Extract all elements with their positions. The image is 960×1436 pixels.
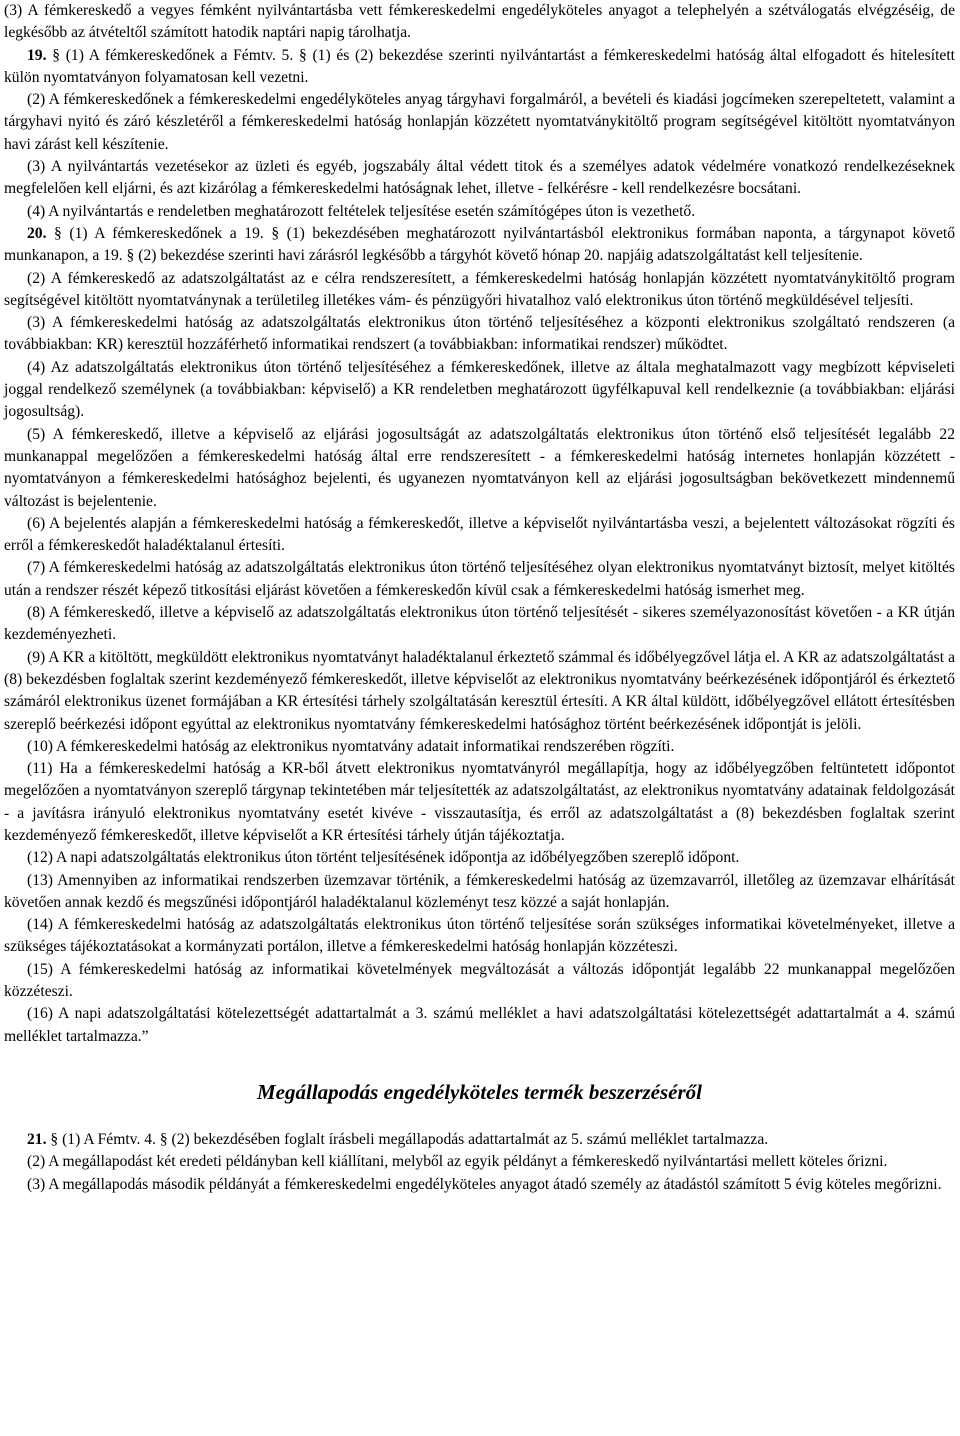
paragraph	[4, 758, 955, 847]
paragraph	[4, 45, 955, 90]
paragraph-text: (10) A fémkereskedelmi hatóság az elektronikus nyomtatvány adatait informatikai rendszerében rögzíti.	[27, 737, 675, 755]
paragraph	[4, 647, 955, 736]
section-number: 20.	[27, 224, 47, 242]
paragraph	[4, 847, 955, 869]
body-text-upper	[4, 0, 955, 1048]
paragraph-text: (7) A fémkereskedelmi hatóság az adatszolgáltatás elektronikus úton történő teljesítéséhez olyan elektronikus nyomtatványt biztosít, melyet kitöltés után a rendszer részét képező titkosítási eljárást követően a fémkereskedőn kívül csak a fémkereskedelmi hatóság ismerhet meg.	[4, 559, 955, 599]
paragraph	[4, 89, 955, 156]
paragraph-text: (13) Amennyiben az informatikai rendszerben üzemzavar történik, a fémkereskedelmi hatóság az üzemzavarról, illetőleg az üzemzavar elhárítását követően annak kezdő és megszűnési időpontjáról haladéktalanul közleményt tesz közzé a saját honlapján.	[4, 871, 955, 911]
paragraph-text: (4) Az adatszolgáltatás elektronikus úton történő teljesítéséhez a fémkereskedőnek, illetve az általa meghatalmazott vagy megbízott képviseleti joggal rendelkező személynek (a továbbiakban: képviselő) a KR rendeletben meghatározott ügyfélkapuval kell rendelkeznie (a továbbiakban: eljárási jogosultság).	[4, 358, 955, 421]
paragraph	[4, 156, 955, 201]
paragraph	[4, 1003, 955, 1048]
paragraph	[4, 201, 955, 223]
paragraph	[4, 602, 955, 647]
paragraph	[4, 914, 955, 959]
paragraph-text: (16) A napi adatszolgáltatási kötelezettségét adattartalmát a 3. számú melléklet a havi adatszolgáltatási kötelezettségét adattartalmát a 4. számú melléklet tartalmazza.”	[4, 1005, 955, 1045]
paragraph-text: (15) A fémkereskedelmi hatóság az informatikai követelmények megváltozását a változás időpontját legalább 22 munkanappal megelőzően közzéteszi.	[4, 960, 955, 1001]
paragraph-text: § (1) A fémkereskedőnek a Fémtv. 5. § (1) és (2) bekezdése szerinti nyilvántartást a fémkereskedelmi hatóság által elfogadott és hitelesített külön nyomtatványon folyamatosan kell vezetni.	[4, 46, 955, 86]
paragraph-text: (2) A fémkereskedő az adatszolgáltatást az e célra rendszeresített, a fémkereskedelmi hatóság honlapján közzétett nyomtatványkitöltő program segítségével kitöltött nyomtatványnak a területileg illetékes vám- és pénzügyőri hivatalhoz való elektronikus úton történő megküldésével teljesíti.	[4, 269, 955, 309]
paragraph-text: § (1) A Fémtv. 4. § (2) bekezdésében foglalt írásbeli megállapodás adattartalmát az 5. számú melléklet tartalmazza.	[46, 1130, 769, 1148]
paragraph	[4, 1151, 955, 1173]
paragraph	[4, 736, 955, 758]
paragraph-text: § (1) A fémkereskedőnek a 19. § (1) bekezdésében meghatározott nyilvántartásból elektronikus formában naponta, a tárgynapot követő munkanapon, a 19. § (2) bekezdése szerinti havi zárásról legkésőbb a tárgyhót követő hónap 20. napjáig adatszolgáltatást kell teljesítenie.	[4, 224, 955, 265]
paragraph	[4, 0, 955, 45]
paragraph	[4, 1174, 955, 1196]
paragraph-text: (2) A fémkereskedőnek a fémkereskedelmi engedélyköteles anyag tárgyhavi forgalmáról, a bevételi és kiadási jogcímeken szerepeltetett, valamint a tárgyhavi nyitó és záró készletéről a fémkereskedelmi hatóság honlapján közzétett nyomtatványkitöltő program segítségével kitöltött nyomtatványon havi zárást kell készítenie.	[4, 91, 955, 153]
paragraph-text: (5) A fémkereskedő, illetve a képviselő az eljárási jogosultságát az adatszolgáltatás elektronikus úton történő első teljesítését legalább 22 munkanappal megelőzően a fémkereskedelmi hatóság által erre rendszeresített - a fémkereskedelmi hatóság internetes honlapján közzétett - nyomtatványon a fémkereskedelmi hatósághoz bejelenti, és ugyanezen nyomtatványon kell az eljárási jogosultságban bekövetkezett mindennemű változást is bejelentenie.	[4, 425, 955, 510]
paragraph	[4, 312, 955, 357]
paragraph-text: (3) A nyilvántartás vezetésekor az üzleti és egyéb, jogszabály által védett titok és a személyes adatok védelmére vonatkozó rendelkezéseknek megfelelően kell eljárni, és azt kizárólag a fémkereskedelmi hatóságnak lehet, illetve - felkérésre - kell rendelkezésre bocsátani.	[4, 158, 955, 198]
body-text-lower	[4, 1129, 955, 1196]
paragraph-text: (2) A megállapodást két eredeti példányban kell kiállítani, melyből az egyik példányt a fémkereskedő nyilvántartási mellett köteles őrizni.	[27, 1153, 888, 1171]
paragraph-text: (11) Ha a fémkereskedelmi hatóság a KR-ből átvett elektronikus nyomtatványról megállapítja, hogy az időbélyegzőben feltüntetett időpontot megelőzően a nyomtatványon szereplő tárgynap tekintetében már teljesítették az adatszolgáltatást, az elektronikus nyomtatvány adatainak feldolgozását - a javításra irányuló elektronikus nyomtatvány esetét kivéve - visszautasítja, és erről az adatszolgáltatást a (8) bekezdésben foglaltak szerint kezdeményező fémkereskedőt, illetve képviselőt a KR értesítési tárhely útján tájékoztatja.	[4, 760, 955, 844]
paragraph-text: (4) A nyilvántartás e rendeletben meghatározott feltételek teljesítése esetén számítógépes úton is vezethető.	[27, 202, 696, 220]
paragraph	[4, 424, 955, 513]
paragraph	[4, 870, 955, 915]
paragraph	[4, 268, 955, 313]
paragraph	[4, 959, 955, 1004]
section-number: 19.	[27, 46, 47, 64]
paragraph-text: (14) A fémkereskedelmi hatóság az adatszolgáltatás elektronikus úton történő teljesítése során szükséges informatikai követelményeket, illetve a szükséges tájékoztatásokat a kormányzati portálon, illetve a fémkereskedelmi hatóság honlapján közzéteszi.	[4, 916, 955, 956]
paragraph-text: (8) A fémkereskedő, illetve a képviselő az adatszolgáltatás elektronikus úton történő teljesítését - sikeres személyazonosítást követően - a KR útján kezdeményezheti.	[4, 604, 955, 644]
section-number: 21.	[27, 1130, 47, 1148]
paragraph-text: (3) A megállapodás második példányát a fémkereskedelmi engedélyköteles anyagot átadó személy az átadástól számított 5 évig köteles megőrizni.	[27, 1175, 942, 1193]
section-heading: Megállapodás engedélyköteles termék beszerzéséről	[257, 1079, 702, 1104]
paragraph	[4, 557, 955, 602]
paragraph	[4, 513, 955, 558]
paragraph	[4, 1129, 955, 1151]
paragraph-text: (3) A fémkereskedő a vegyes fémként nyilvántartásba vett fémkereskedelmi engedélyköteles anyagot a telephelyén a szétválogatás elvégzéséig, de legkésőbb az átvételtől számított hatodik naptári napig tárolhatja.	[4, 2, 955, 42]
paragraph-text: (12) A napi adatszolgáltatás elektronikus úton történt teljesítésének időpontja az időbélyegzőben szereplő időpont.	[27, 849, 740, 867]
paragraph-text: (6) A bejelentés alapján a fémkereskedelmi hatóság a fémkereskedőt, illetve a képviselőt nyilvántartásba veszi, a bejelentett változásokat rögzíti és erről a fémkereskedőt haladéktalanul értesíti.	[4, 514, 955, 555]
paragraph-text: (9) A KR a kitöltött, megküldött elektronikus nyomtatványt haladéktalanul érkeztető számmal és időbélyegzővel látja el. A KR az adatszolgáltatást a (8) bekezdésben foglaltak szerint kezdeményező fémkereskedőt, illetve képviselőt az elektronikus nyomtatvány beérkezésének időpontjáról és érkeztető számáról elektronikus üzenet formájában a KR értesítési tárhely szolgáltatásán keresztül értesíti. A KR által küldött, időbélyegzővel ellátott értesítésben szereplő beérkezési időpont egyúttal az elektronikus nyomtatvány fémkereskedelmi hatósághoz történt beérkezésének időpontját is jelöli.	[4, 648, 955, 733]
paragraph-text: (3) A fémkereskedelmi hatóság az adatszolgáltatás elektronikus úton történő teljesítéséhez a központi elektronikus szolgáltató rendszeren (a továbbiakban: KR) keresztül hozzáférhető informatikai rendszert (a továbbiakban: informatikai rendszer) működtet.	[4, 314, 955, 354]
paragraph	[4, 357, 955, 424]
paragraph	[4, 223, 955, 268]
